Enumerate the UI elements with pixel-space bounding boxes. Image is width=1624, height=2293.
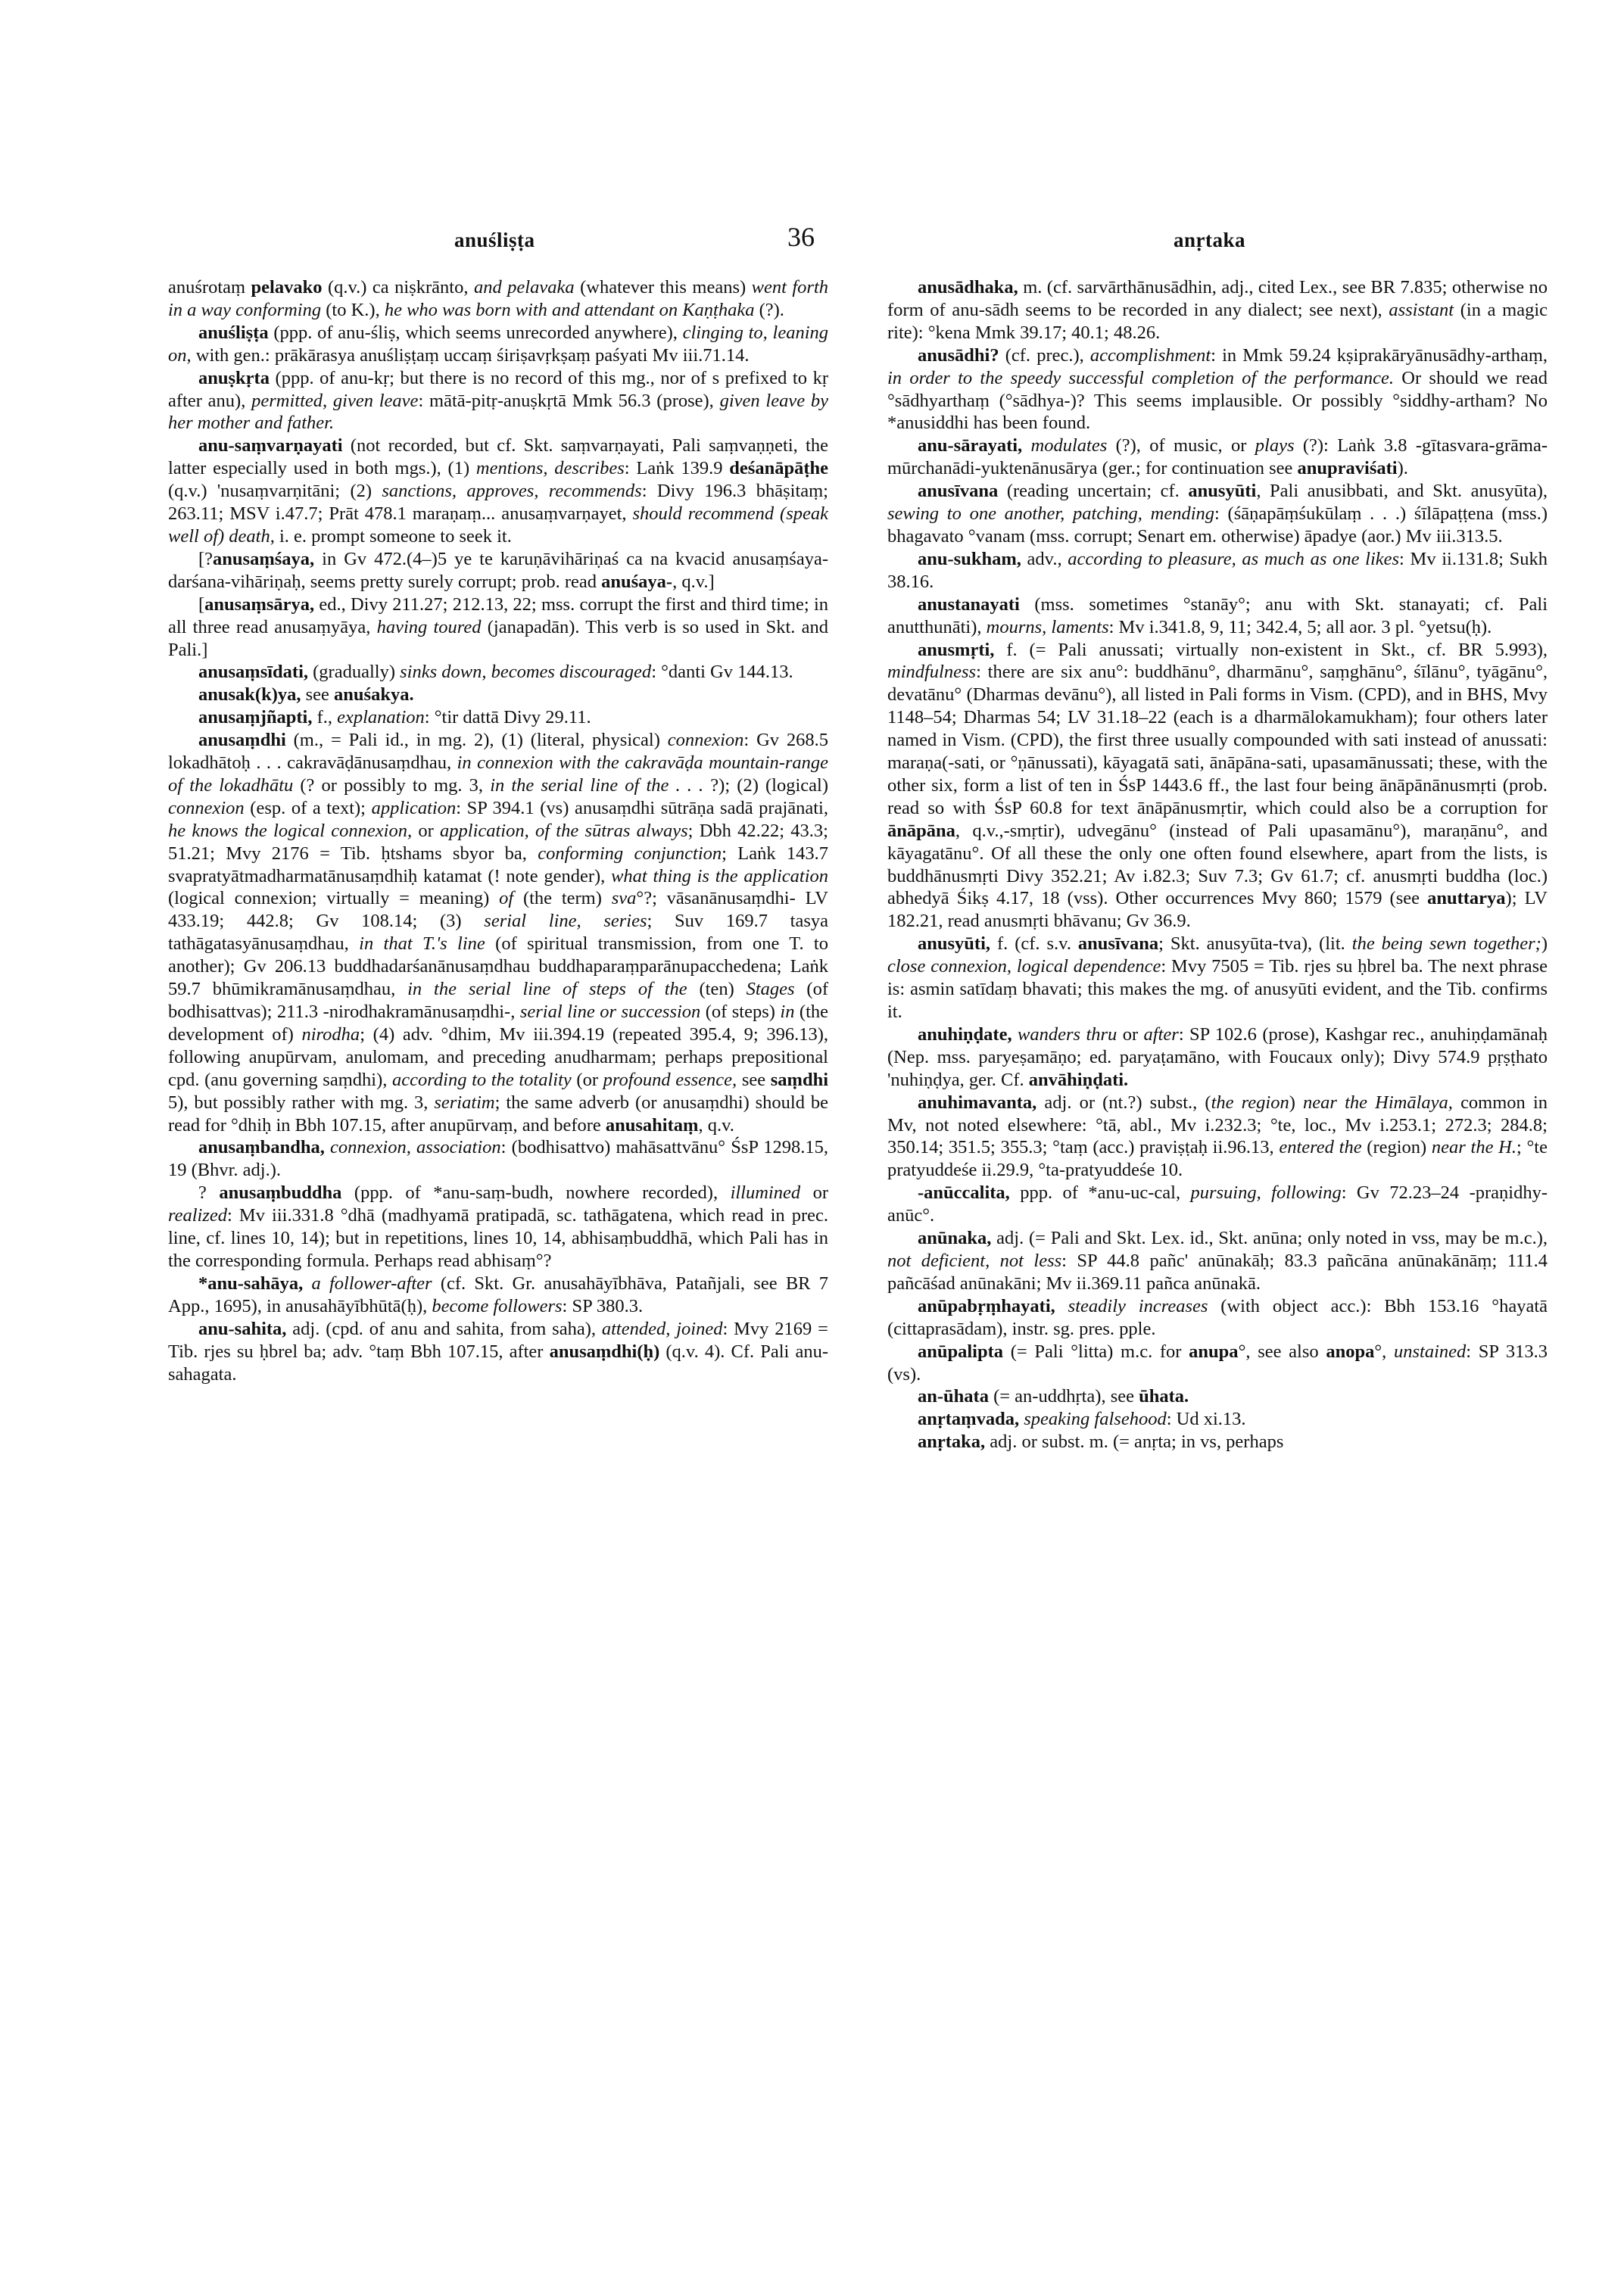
dictionary-entry xyxy=(887,480,1548,548)
entry-text: (= an-uddhṛta), see xyxy=(988,1386,1139,1407)
gloss-text: in connexion with the cakravāḍa mountain-range of the lokadhātu xyxy=(168,752,829,796)
cross-reference: anupraviśati xyxy=(1297,458,1398,479)
gloss-text: assistant xyxy=(1389,299,1454,320)
entry-text: : °tir dattā Divy 29.11. xyxy=(424,707,591,728)
entry-headword: anṛtaka, xyxy=(918,1432,986,1453)
entry-headword: anusaṃsīdati, xyxy=(198,662,309,683)
gloss-text: illumined xyxy=(730,1182,801,1204)
entry-text xyxy=(1022,435,1030,456)
entry-text: : Mv ii.131.8; Sukh 38.16. xyxy=(887,548,1548,592)
entry-text: °?; vāsanānusaṃdhi- LV 433.19; 442.8; Gv 108.14; (3) xyxy=(168,888,828,932)
entry-text: : Gv 268.5 lokadhātoḥ . . . cakravāḍānusaṃdhau, xyxy=(168,730,828,774)
entry-text: adj. or subst. m. (= anṛta; in vs, perhaps xyxy=(985,1432,1284,1453)
entry-headword: anusaṃjñapti, xyxy=(198,707,313,728)
entry-text: (ppp. of *anu-saṃ-budh, nowhere recorded), xyxy=(341,1182,731,1204)
cross-reference: anusaṃdhi(ḥ) xyxy=(549,1341,660,1362)
dictionary-entry xyxy=(887,1385,1548,1408)
dictionary-entry xyxy=(887,548,1548,594)
entry-headword: anṛtaṃvada, xyxy=(918,1409,1020,1430)
gloss-text: mourns, laments xyxy=(986,616,1109,637)
entry-headword: anusīvana xyxy=(918,481,999,502)
left-running-headword: anuśliṣṭa xyxy=(454,229,535,251)
cross-reference: anusyūti xyxy=(1188,481,1257,502)
gloss-text: the being sewn together; xyxy=(1351,933,1541,955)
entry-text: : Mv i.341.8, 9, 11; 342.4, 5; all aor. 3 pl. °yetsu(ḥ). xyxy=(1108,616,1492,637)
dictionary-entry xyxy=(168,729,828,1136)
entry-text: adv., xyxy=(1021,548,1068,569)
gloss-text: serial line or succession xyxy=(519,1002,701,1022)
entry-text: (?), of music, or xyxy=(1107,435,1255,456)
entry-headword: anūpalipta xyxy=(918,1341,1004,1362)
entry-text: (m., = Pali id., in mg. 2), (1) (literal, physical) xyxy=(285,730,668,751)
entry-headword: anuhimavanta, xyxy=(918,1092,1037,1113)
gloss-text: in order to the speedy successful completion of the performance. xyxy=(887,367,1395,388)
entry-headword: anūnaka, xyxy=(918,1228,992,1249)
entry-text: adj. (cpd. of anu and sahita, from saha), xyxy=(286,1318,602,1339)
dictionary-entry xyxy=(168,594,828,662)
dictionary-entry xyxy=(168,276,828,322)
dictionary-entry xyxy=(168,322,828,367)
gloss-text: realized xyxy=(168,1205,228,1226)
gloss-text: near the Himālaya, xyxy=(1303,1092,1453,1113)
gloss-text: sanctions, approves, recommends xyxy=(382,481,642,502)
entry-text: ; Skt. anusyūta-tva), (lit. xyxy=(1158,933,1352,955)
dictionary-entry xyxy=(168,661,828,684)
gloss-text: connexion xyxy=(667,730,744,751)
cross-reference: anuśaya- xyxy=(601,571,673,592)
entry-text: : SP 313.3 (vs). xyxy=(887,1341,1548,1385)
gloss-text: according to the totality xyxy=(392,1069,572,1090)
dictionary-entry xyxy=(887,594,1548,639)
gloss-text: the region xyxy=(1211,1092,1289,1113)
gloss-text: accomplishment xyxy=(1089,344,1211,366)
gloss-text: went forth in a way conforming xyxy=(168,277,829,320)
dictionary-entry xyxy=(168,1136,828,1182)
gloss-text: in xyxy=(780,1002,795,1022)
entry-headword: anusyūti, xyxy=(918,933,991,955)
gloss-text: conforming conjunction xyxy=(538,843,722,864)
entry-text: (of bodhisattvas); 211.3 -nirodhakramānusaṃdhi-, xyxy=(168,979,828,1022)
entry-text: : in Mmk 59.24 kṣiprakāryānusādhy-arthaṃ, xyxy=(1211,344,1548,366)
cross-reference: deśanāpāṭhe xyxy=(729,458,828,479)
cross-reference: anupa xyxy=(1189,1341,1239,1362)
gloss-text: having toured xyxy=(376,616,482,637)
entry-text: ; Dbh 42.22; 43.3; 51.21; Mvy 2176 = Tib. ḥtshams sbyor ba, xyxy=(168,820,828,864)
cross-reference: ūhata. xyxy=(1139,1386,1189,1407)
dictionary-entry xyxy=(168,1318,828,1386)
page-header xyxy=(0,221,1624,266)
cross-reference: pelavako xyxy=(251,277,323,298)
gloss-text: should recommend (speak well of) death, xyxy=(168,503,828,547)
entry-headword: anusaṃbandha, xyxy=(198,1137,325,1158)
cross-reference: anusahitaṃ xyxy=(605,1114,699,1136)
entry-text: (cf. prec.), xyxy=(999,344,1090,366)
entry-headword: anuṣkṛta xyxy=(198,367,270,388)
entry-text: : (śāṇapāṃśukūlaṃ . . .) śīlāpaṭṭena (mss.) bhagavato °vanam (mss. corrupt; Senart em. otherwise) āpadye (aor.) Mv iii.313.5. xyxy=(887,503,1548,547)
dictionary-entry xyxy=(168,684,828,706)
entry-text: , q.v.] xyxy=(672,571,715,592)
entry-headword: anusak(k)ya, xyxy=(198,684,301,706)
entry-text: , Pali anusibbati, and Skt. anusyūta), xyxy=(1256,481,1548,502)
gloss-text: unstained xyxy=(1394,1341,1467,1362)
entry-text: see xyxy=(737,1069,771,1090)
entry-text: (ppp. of anu-śliṣ, which seems unrecorded anywhere), xyxy=(268,322,683,343)
dictionary-entry xyxy=(168,706,828,729)
entry-text: , q.v.,-smṛtir), udvegānu° (instead of Pali upasamānu°), maraṇānu°, and kāyagatānu°. Of all these the only one often found elsewhere, apart from the lists, is buddhānusmṛti Divy 352.21; Av i.82.3; Suv 7.3; Gv 61.7; cf. anusmṛti buddha (loc.) abhedyā Śikṣ 4.17, 18 (vss). Other occurrences Mvy 860; 1579 (see xyxy=(887,820,1548,909)
dictionary-entry xyxy=(887,435,1548,480)
entry-text: ? xyxy=(198,1182,220,1204)
gloss-text: become followers xyxy=(432,1295,563,1316)
entry-text: or xyxy=(800,1182,828,1204)
dictionary-entry xyxy=(887,1295,1548,1341)
dictionary-entry xyxy=(887,933,1548,1023)
entry-text: ; the same adverb (or anusaṃdhi) should be read for °dhiḥ in Bbh 107.15, after anupūrvaṃ, and before xyxy=(168,1092,828,1136)
entry-headword: anustanayati xyxy=(918,594,1020,615)
entry-text: anuśrotaṃ xyxy=(168,277,251,298)
entry-text: [ xyxy=(198,594,205,615)
gloss-text: application, of the sūtras always xyxy=(440,820,688,841)
entry-headword: *anu-sahāya, xyxy=(198,1273,304,1294)
entry-headword: anuhiṇḍate, xyxy=(918,1023,1012,1045)
entry-text: (q.v. 4). Cf. Pali anu-sahagata. xyxy=(168,1341,829,1385)
entry-text: : Mv iii.331.8 °dhā (madhyamā pratipadā, sc. tathāgatena, which read in prec. line, cf. lines 10, 14); but in repetitions, lines 10, 14, abhisaṃbuddhā, which Pali has in the corresponding formula. Perhaps read abhisaṃ°? xyxy=(168,1205,828,1271)
gloss-text: connexion xyxy=(168,797,245,818)
gloss-text: seriatim xyxy=(434,1092,495,1113)
entry-text: °, see also xyxy=(1238,1341,1326,1362)
dictionary-entry xyxy=(887,1408,1548,1431)
entry-headword: anusaṃsārya, xyxy=(204,594,315,615)
entry-text: (mss. sometimes °stanāy°; anu with Skt. stanayati; cf. Pali anutthunāti), xyxy=(887,594,1548,637)
gloss-text: plays xyxy=(1255,435,1295,456)
gloss-text: entered the xyxy=(1279,1137,1362,1158)
entry-text: ) xyxy=(1289,1092,1304,1113)
dictionary-entry xyxy=(887,639,1548,933)
gloss-text: application xyxy=(371,797,457,818)
entry-text: ; Laṅk 143.7 svapratyātmadharmatānusaṃdhiḥ katamat (! note gender), xyxy=(168,843,828,886)
entry-text: (region) xyxy=(1361,1137,1432,1158)
entry-text: °, xyxy=(1374,1341,1395,1362)
dictionary-entry xyxy=(887,1431,1548,1453)
entry-text: (logical connexion; virtually = meaning) xyxy=(168,888,500,909)
dictionary-entry xyxy=(887,276,1548,344)
entry-text: : SP 102.6 (prose), Kashgar rec., anuhiṇḍamānaḥ (Nep. mss. paryeṣamāṇo; ed. paryaṭamāno, with Foucaux only); Divy 574.9 pṛṣṭhato 'nuhiṇḍya, ger. Cf. xyxy=(887,1023,1548,1090)
entry-text: ) xyxy=(1541,933,1548,955)
gloss-text: speaking falsehood xyxy=(1024,1409,1167,1430)
entry-text: i. e. prompt someone to seek it. xyxy=(274,525,512,547)
gloss-text: of xyxy=(499,888,514,909)
entry-text: common in Mv, not noted elsewhere: °tā, abl., Mv i.232.3; °te, loc., Mv i.253.1; 272.3; 284.8; 350.14; 351.5; 355.3; °taṃ (acc.) praviṣṭaḥ ii.96.13, xyxy=(887,1092,1548,1158)
entry-text: ; Suv 169.7 tasya tathāgatasyānusaṃdhau, xyxy=(168,911,828,955)
entry-text: (of steps) xyxy=(700,1002,781,1022)
gloss-text: according to pleasure, as much as one likes xyxy=(1068,548,1400,569)
entry-text xyxy=(325,1137,330,1157)
entry-text: : °danti Gv 144.13. xyxy=(651,662,793,683)
entry-text: (ppp. of anu-kṛ; but there is no record of this mg., nor of s prefixed to kṛ after anu), xyxy=(168,367,828,411)
entry-headword: anusādhaka, xyxy=(918,277,1018,298)
entry-headword: anu-sārayati, xyxy=(918,435,1023,456)
entry-headword: anu-sahita, xyxy=(198,1318,287,1339)
right-running-headword: anṛtaka xyxy=(1174,229,1246,251)
gloss-text: steadily increases xyxy=(1068,1295,1208,1316)
cross-reference: anuśakya. xyxy=(334,684,414,706)
gloss-text: given leave by her mother and father. xyxy=(168,390,829,434)
entry-text: (with object acc.): Bbh 153.16 °hayatā (cittaprasādam), instr. sg. pres. pple. xyxy=(887,1295,1548,1339)
dictionary-entry xyxy=(168,548,828,594)
entry-text: (janapadān). This verb is so used in Skt. and Pali.] xyxy=(168,616,828,660)
entry-text: (?). xyxy=(754,299,784,320)
entry-headword: anusmṛti, xyxy=(918,639,995,660)
entry-headword: -anūccalita, xyxy=(918,1182,1010,1204)
entry-text: Or should we read °sādhyarthaṃ (°sādhya-)? This seems implausible. Or possibly °siddhy-artham? No *anusiddhi has been found. xyxy=(887,367,1548,434)
entry-text: with gen.: prākārasya anuśliṣṭaṃ uccaṃ śiriṣavṛkṣaṃ paśyati Mv iii.71.14. xyxy=(191,344,750,366)
entry-text: (cf. Skt. Gr. anusahāyībhāva, Patañjali, see BR 7 App., 1695), in anusahāyībhūtā(ḥ), xyxy=(168,1273,829,1316)
dictionary-entry xyxy=(168,1182,828,1273)
gloss-text: connexion, association xyxy=(330,1137,501,1158)
entry-headword: anusaṃśaya, xyxy=(213,548,315,569)
entry-text: see xyxy=(301,684,335,706)
gloss-text: and pelavaka xyxy=(473,277,575,298)
gloss-text: sinks down, becomes discouraged xyxy=(400,662,652,683)
dictionary-entry xyxy=(887,344,1548,435)
gloss-text: mentions, describes xyxy=(475,458,625,479)
gloss-text: clinging to, leaning on, xyxy=(168,322,828,366)
entry-text: 5), but possibly rather with mg. 3, xyxy=(168,1092,435,1113)
entry-text: ); LV 182.21, read anusmṛti bhāvanu; Gv 36.9. xyxy=(887,888,1548,932)
entry-headword: an-ūhata xyxy=(918,1386,989,1407)
entry-text: or xyxy=(412,820,441,841)
gloss-text: what thing is the application xyxy=(611,865,829,886)
left-column xyxy=(168,276,828,1385)
entry-text: ed., Divy 211.27; 212.13, 22; mss. corrupt the first and third time; in all three read anusaṃyāya, xyxy=(168,594,828,637)
gloss-text: modulates xyxy=(1030,435,1108,456)
entry-headword: anusādhi? xyxy=(918,344,999,366)
entry-text: (?): Laṅk 3.8 -gītasvara-grāma-mūrchanādi-yuktenānusārya (ger.; for continuation see xyxy=(887,435,1548,479)
gloss-text: in the serial line of steps of the xyxy=(407,979,687,1000)
entry-headword: anūpabṛṃhayati, xyxy=(918,1295,1055,1316)
entry-text: or xyxy=(1117,1023,1144,1045)
gloss-text: near the H. xyxy=(1431,1137,1516,1158)
gloss-text: not deficient, not less xyxy=(887,1250,1062,1271)
entry-text: : Mvy 2169 = Tib. rjes su ḥbrel ba; adv. °taṃ Bbh 107.15, after xyxy=(168,1318,828,1362)
page-number: 36 xyxy=(787,222,815,252)
gloss-text: in that T.'s line xyxy=(359,933,485,955)
entry-text: (q.v.) ca niṣkrānto, xyxy=(322,277,474,298)
dictionary-entry xyxy=(887,1341,1548,1386)
dictionary-entry xyxy=(887,1182,1548,1227)
entry-headword: anusaṃbuddha xyxy=(219,1182,342,1204)
gloss-text: explanation xyxy=(337,707,425,728)
entry-text: : there are six anu°: buddhānu°, dharmānu°, saṃghānu°, śīlānu°, tyāgānu°, devatānu° (Dharmas devānu°), all listed in Pali forms in Vism. (CPD), and in BHS, Mvy 1148–54; Dharmas 54; LV 31.18–22 (each is a dharmālokamukham); four others later named in Vism. (CPD), the first three usually compounded with sati instead of anussati: maraṇa(-sati, or °ṇānussati), kāyagatā sati, ānāpāna-sati, upasamānussati; these, with the other six, form a list of ten in ŚsP 1443.6 ff., the last four being ānāpānānusmṛti (prob. read so with ŚsP 60.8 for text ānāpānusmṛtir, which could also be a corruption for xyxy=(887,662,1548,818)
entry-text: m. (cf. sarvārthānusādhin, adj., cited Lex., see BR 7.835; otherwise no form of anu-sādh seems to be recorded in any dialect; see next), xyxy=(887,277,1548,320)
entry-text xyxy=(303,1273,311,1294)
dictionary-entry xyxy=(168,435,828,548)
entry-text: : Laṅk 139.9 xyxy=(624,458,730,479)
entry-text: (reading uncertain; cf. xyxy=(998,481,1189,502)
entry-text: (? or possibly to mg. 3, xyxy=(293,774,491,796)
entry-text: (to K.), xyxy=(321,299,385,320)
entry-text: in Gv 472.(4–)5 ye te karuṇāvihāriṇaś ca na kvacid anusaṃśaya-darśana-vihāriṇaḥ, seems pretty surely corrupt; prob. read xyxy=(168,548,828,592)
entry-text: (esp. of a text); xyxy=(244,797,372,818)
entry-text: (not recorded, but cf. Skt. saṃvarṇayati, Pali saṃvaṇṇeti, the latter especially used in both mgs.), (1) xyxy=(168,435,828,479)
cross-reference: anvāhiṇḍati. xyxy=(1028,1069,1129,1090)
entry-text: (of spiritual transmission, from one T. to another); Gv 206.13 buddhadarśanānusaṃdhau buddhaparaṃparānupacchedena; Laṅk 59.7 bhūmikramānusaṃdhau, xyxy=(168,933,828,1000)
gloss-text: after xyxy=(1143,1023,1179,1045)
gloss-text: wanders thru xyxy=(1018,1023,1117,1045)
gloss-text: he who was born with and attendant on Kaṇṭhaka xyxy=(384,299,755,320)
entry-text: ; (4) adv. °dhim, Mv iii.394.19 (repeated 395.4, 9; 396.13), following anupūrvam, anulomam, and preceding anudharmam; perhaps prepositional cpd. (anu governing saṃdhi), xyxy=(168,1023,828,1090)
entry-text: : SP 380.3. xyxy=(562,1295,644,1316)
gloss-text: pursuing, following xyxy=(1190,1182,1342,1204)
entry-text: (or xyxy=(571,1069,603,1090)
entry-text xyxy=(1012,1024,1018,1045)
entry-headword: anu-saṃvarṇayati xyxy=(198,435,343,456)
entry-text: : Gv 72.23–24 -praṇidhy-anūc°. xyxy=(887,1182,1548,1226)
gloss-text: sva xyxy=(611,888,637,909)
dictionary-entry xyxy=(887,1227,1548,1295)
dictionary-entry xyxy=(168,367,828,435)
entry-text: , q.v. xyxy=(698,1114,734,1136)
entry-text: (q.v.) 'nusaṃvarṇitāni; (2) xyxy=(168,481,382,502)
entry-text: (whatever this means) xyxy=(574,277,752,298)
entry-headword: anusaṃdhi xyxy=(198,730,286,751)
entry-text: ; °te pratyuddeśe ii.29.9, °ta-pratyuddeśe 10. xyxy=(887,1137,1548,1181)
dictionary-entry xyxy=(168,1273,828,1318)
entry-text: (= Pali °litta) m.c. for xyxy=(1003,1341,1189,1362)
gloss-text: mindfulness xyxy=(887,662,977,683)
entry-text: ?); (2) (logical) xyxy=(703,774,828,796)
gloss-text: attended, joined xyxy=(601,1318,723,1339)
entry-text: (ten) xyxy=(687,979,747,1000)
gloss-text: nirodha xyxy=(301,1023,360,1045)
gloss-text: profound essence, xyxy=(603,1069,737,1090)
gloss-text: he knows the logical connexion, xyxy=(168,820,413,841)
gloss-text: Stages xyxy=(746,979,795,1000)
entry-text: (the term) xyxy=(513,888,612,909)
entry-text: : SP 394.1 (vs) anusaṃdhi sūtrāṇa sadā prajānati, xyxy=(456,797,828,818)
gloss-text: sewing to one another, patching, mending xyxy=(887,503,1215,525)
entry-text: : Ud xi.13. xyxy=(1166,1409,1246,1430)
gloss-text: permitted, given leave xyxy=(251,390,419,411)
cross-reference: anopa xyxy=(1326,1341,1375,1362)
entry-text: f. (cf. s.v. xyxy=(990,933,1078,955)
entry-text: (gradually) xyxy=(308,662,401,683)
entry-text: ppp. of *anu-uc-cal, xyxy=(1009,1182,1191,1204)
entry-text: [? xyxy=(198,548,214,569)
gloss-text: a follower-after xyxy=(311,1273,432,1294)
cross-reference: ānāpāna xyxy=(887,820,955,841)
entry-text: f. (= Pali anussati; virtually non-existent in Skt., cf. BR 5.993), xyxy=(994,639,1548,660)
entry-headword: anuśliṣṭa xyxy=(198,322,269,343)
gloss-text: close connexion, logical dependence xyxy=(887,956,1161,977)
cross-reference: anuttarya xyxy=(1427,888,1506,909)
entry-text xyxy=(1055,1296,1068,1316)
dictionary-entry xyxy=(887,1023,1548,1092)
entry-text: (in a magic rite): °kena Mmk 39.17; 40.1; 48.26. xyxy=(887,299,1548,343)
dictionary-entry xyxy=(887,1092,1548,1182)
entry-text: : (bodhisattvo) mahāsattvānu° ŚsP 1298.15, 19 (Bhvr. adj.). xyxy=(168,1137,829,1181)
cross-reference: saṃdhi xyxy=(770,1069,829,1090)
entry-text: ). xyxy=(1397,458,1408,479)
entry-text: : Mvy 7505 = Tib. rjes su ḥbrel ba. The next phrase is: asmin satīdaṃ bhavati; this makes the mg. of anusyūti evident, and the Tib. confirms it. xyxy=(887,956,1548,1022)
entry-text: adj. or (nt.?) subst., ( xyxy=(1036,1092,1211,1113)
cross-reference: anusīvana xyxy=(1077,933,1159,955)
entry-text: f., xyxy=(312,707,338,728)
entry-text: adj. (= Pali and Skt. Lex. id., Skt. anūna; only noted in vss, may be m.c.), xyxy=(991,1228,1548,1249)
entry-text: : SP 44.8 pañc' anūnakāḥ; 83.3 pañcāna anūnakānāṃ; 111.4 pañcāśad anūnakāni; Mv ii.369.11 pañca anūnakā. xyxy=(887,1250,1548,1294)
right-column xyxy=(887,276,1548,1453)
gloss-text: serial line, series xyxy=(484,911,647,932)
entry-text: : mātā-pitṛ-anuṣkṛtā Mmk 56.3 (prose), xyxy=(418,390,720,411)
entry-headword: anu-sukham, xyxy=(918,548,1021,569)
entry-text: (the development of) xyxy=(168,1002,828,1045)
entry-text: : Divy 196.3 bhāṣitaṃ; 263.11; MSV i.47.7; Prāt 478.1 maraṇaṃ... anusaṃvarṇayet, xyxy=(168,481,828,525)
gloss-text: in the serial line of the . . . xyxy=(490,774,704,796)
